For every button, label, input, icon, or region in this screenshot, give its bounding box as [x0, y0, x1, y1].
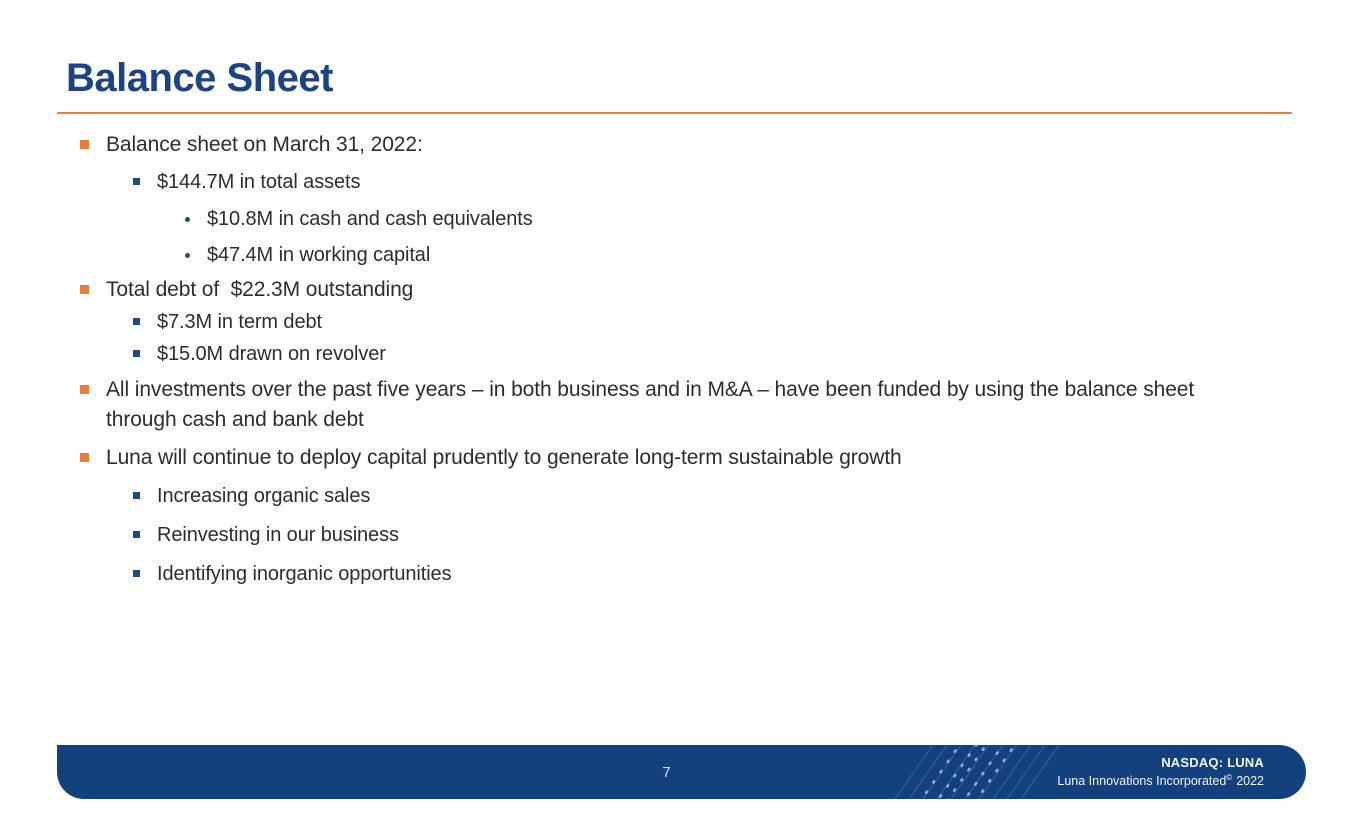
footer-bar [57, 745, 1306, 799]
bullet-list [57, 114, 1365, 588]
bullet-text: $144.7M in total assets [157, 171, 361, 193]
bullet-square-icon [133, 178, 140, 185]
bullet-item [57, 560, 1365, 588]
bullet-text: Identifying inorganic opportunities [157, 563, 452, 585]
bullet-item [57, 375, 1365, 435]
bullet-text: All investments over the past five years – in both business and in M&A – have been funded by using the balance sheet through cash and bank debt [106, 378, 1195, 431]
bullet-square-icon [133, 492, 140, 499]
bullet-text: $7.3M in term debt [157, 311, 322, 333]
bullet-item [57, 205, 1365, 233]
copyright-label [1057, 772, 1264, 790]
bullet-item [57, 275, 1365, 305]
bullet-dot-icon [185, 217, 190, 222]
company-name: Luna Innovations Incorporated [1057, 774, 1227, 788]
page-title: Balance Sheet [66, 56, 333, 100]
bullet-text: Luna will continue to deploy capital prudently to generate long-term sustainable growth [106, 446, 902, 469]
bullet-square-icon [80, 385, 89, 394]
bullet-square-icon [133, 531, 140, 538]
bullet-text: $10.8M in cash and cash equivalents [207, 208, 533, 230]
bullet-text: Total debt of $22.3M outstanding [106, 278, 414, 301]
bullet-item [57, 521, 1365, 549]
bullet-text: $15.0M drawn on revolver [157, 343, 386, 365]
slide [0, 56, 1365, 824]
bullet-text: $47.4M in working capital [207, 244, 431, 266]
bullet-item [57, 308, 1365, 336]
bullet-square-icon [80, 285, 89, 294]
page-number: 7 [662, 763, 671, 781]
bullet-dot-icon [185, 253, 190, 258]
bullet-square-icon [80, 140, 89, 149]
copyright-symbol: © [1226, 772, 1233, 782]
ticker-label: NASDAQ: LUNA [1161, 755, 1264, 770]
bullet-text: Increasing organic sales [157, 485, 371, 507]
bullet-item [57, 168, 1365, 196]
bullet-text: Balance sheet on March 31, 2022: [106, 133, 423, 156]
bullet-item [57, 443, 1365, 473]
bullet-item [57, 130, 1365, 160]
bullet-square-icon [133, 570, 140, 577]
bullet-text: Reinvesting in our business [157, 524, 399, 546]
bullet-square-icon [133, 350, 140, 357]
bullet-square-icon [133, 318, 140, 325]
bullet-item [57, 340, 1365, 368]
bullet-item [57, 482, 1365, 510]
bullet-square-icon [80, 453, 89, 462]
copyright-year: 2022 [1236, 774, 1264, 788]
footer-text-block [1057, 754, 1264, 790]
bullet-item [57, 241, 1365, 269]
